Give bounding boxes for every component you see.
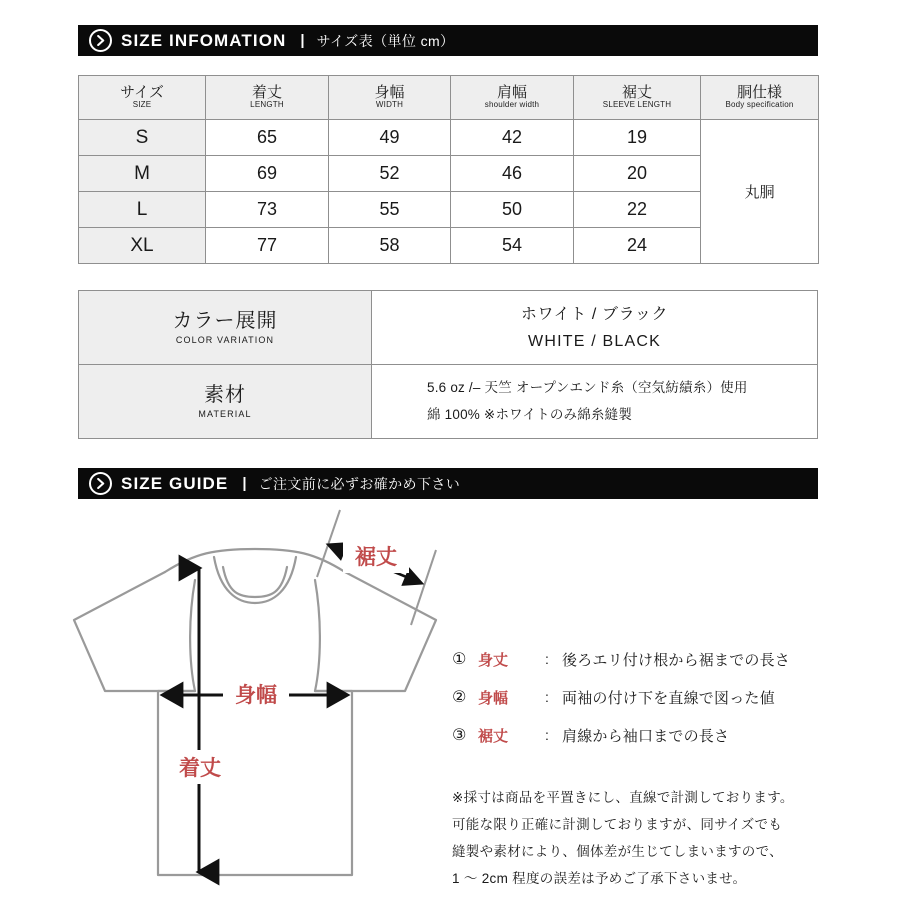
cell-body-specification: 丸胴 [701, 120, 819, 264]
cell-width: 49 [329, 120, 451, 156]
cell-size: L [79, 192, 206, 228]
color-variation-row [79, 291, 818, 365]
legend-description: 後ろエリ付け根から裾までの長さ [562, 651, 791, 669]
column-header-shoulder-width [451, 76, 574, 120]
size-table [78, 75, 819, 264]
column-header-body-specification-en: Body specification [725, 100, 794, 110]
note-line-1: ※採寸は商品を平置きにし、直線で計測しております。 [452, 790, 794, 805]
cell-sleeve-length: 20 [574, 156, 701, 192]
size-information-banner [78, 25, 818, 56]
legend-number: ① [452, 651, 467, 668]
column-header-body-specification [701, 76, 819, 120]
cell-width: 58 [329, 228, 451, 264]
legend-colon: : [545, 727, 549, 743]
legend-item-3 [452, 716, 852, 754]
size-information-title: SIZE INFOMATION [121, 30, 287, 50]
column-header-sleeve-length [574, 76, 701, 120]
legend-description: 肩線から袖口までの長さ [562, 727, 730, 745]
cell-length: 73 [206, 192, 329, 228]
material-row [79, 365, 818, 439]
column-header-sleeve-length-en: SLEEVE LENGTH [602, 100, 672, 110]
cell-size: XL [79, 228, 206, 264]
column-header-body-specification-jp: 胴仕様 [736, 83, 782, 101]
color-variation-label-en: COLOR VARIATION [175, 335, 275, 345]
column-header-width-en: WIDTH [375, 100, 404, 110]
legend-term: 身丈 [478, 651, 509, 669]
legend-colon: : [545, 651, 549, 667]
material-value [372, 365, 818, 439]
tshirt-outline [74, 549, 436, 875]
color-variation-label-jp: カラー展開 [172, 310, 278, 332]
legend-number: ② [452, 689, 467, 706]
column-header-size-jp: サイズ [120, 83, 164, 101]
note-line-4: 1 ～ 2cm 程度の誤差は予めご了承下さいませ。 [452, 871, 747, 886]
color-variation-value [372, 291, 818, 365]
cell-length: 69 [206, 156, 329, 192]
note-line-3: 縫製や素材により、個体差が生じてしまいますので、 [452, 844, 783, 859]
material-label [79, 365, 372, 439]
cell-sleeve-length: 24 [574, 228, 701, 264]
column-header-size [79, 76, 206, 120]
cell-length: 65 [206, 120, 329, 156]
column-header-shoulder-width-jp: 肩幅 [496, 83, 527, 101]
length-label: 着丈 [179, 757, 221, 780]
size-information-subtitle: サイズ表（単位 cm） [316, 32, 455, 49]
cell-sleeve-length: 19 [574, 120, 701, 156]
cell-shoulder-width: 42 [451, 120, 574, 156]
banner-separator: | [242, 475, 247, 492]
column-header-shoulder-width-en: shoulder width [484, 100, 540, 110]
column-header-size-en: SIZE [132, 100, 152, 110]
cell-width: 52 [329, 156, 451, 192]
size-guide-title: SIZE GUIDE [121, 473, 229, 493]
column-header-length-en: LENGTH [250, 100, 284, 110]
legend-item-1 [452, 640, 852, 678]
cell-sleeve-length: 22 [574, 192, 701, 228]
cell-shoulder-width: 46 [451, 156, 574, 192]
chevron-right-circle-icon [89, 472, 112, 495]
material-label-en: MATERIAL [198, 409, 252, 419]
legend-description: 両袖の付け下を直線で図った値 [562, 689, 775, 707]
legend-term: 身幅 [478, 689, 509, 707]
chevron-right-circle-icon [89, 29, 112, 52]
color-variation-label [79, 291, 372, 365]
legend-colon: : [545, 689, 549, 705]
size-table-header-row [79, 76, 819, 120]
tshirt-measurement-diagram [55, 505, 455, 895]
cell-shoulder-width: 50 [451, 192, 574, 228]
material-line-2: 綿 100% ※ホワイトのみ綿糸縫製 [427, 406, 633, 422]
column-header-length-jp: 着丈 [251, 83, 282, 101]
legend-item-2 [452, 678, 852, 716]
legend-term: 裾丈 [478, 727, 509, 745]
sleeve-label: 裾丈 [355, 546, 397, 569]
cell-size: S [79, 120, 206, 156]
material-label-jp: 素材 [204, 384, 246, 406]
size-guide-banner [78, 468, 818, 499]
color-variation-value-en: WHITE / BLACK [528, 332, 661, 350]
column-header-width [329, 76, 451, 120]
column-header-sleeve-length-jp: 裾丈 [621, 83, 652, 101]
color-variation-value-jp: ホワイト / ブラック [520, 305, 669, 323]
banner-separator: | [300, 32, 305, 49]
material-line-1: 5.6 oz /– 天竺 オープンエンド糸（空気紡績糸）使用 [427, 380, 748, 396]
measurement-note [452, 784, 852, 892]
color-material-table [78, 290, 818, 439]
measurement-legend [452, 640, 852, 754]
width-label: 身幅 [235, 684, 277, 707]
table-row [79, 120, 819, 156]
legend-number: ③ [452, 727, 467, 744]
cell-size: M [79, 156, 206, 192]
column-header-width-jp: 身幅 [374, 83, 405, 101]
cell-shoulder-width: 54 [451, 228, 574, 264]
note-line-2: 可能な限り正確に計測しておりますが、同サイズでも [452, 817, 783, 832]
column-header-length [206, 76, 329, 120]
cell-width: 55 [329, 192, 451, 228]
cell-length: 77 [206, 228, 329, 264]
size-guide-subtitle: ご注文前に必ずお確かめ下さい [258, 475, 461, 492]
